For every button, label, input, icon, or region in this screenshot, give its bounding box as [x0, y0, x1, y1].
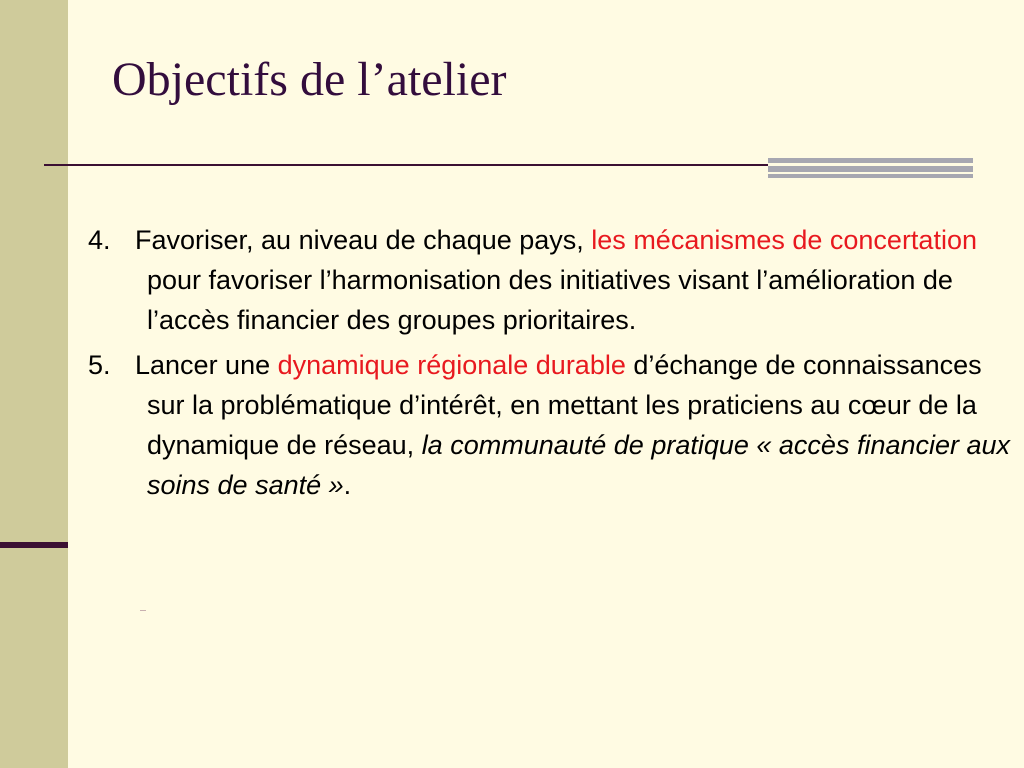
item-text: Lancer une [135, 350, 278, 380]
item-text: Favoriser, au niveau de chaque pays, [135, 225, 592, 255]
slide-content [88, 220, 1013, 510]
item-text: . [343, 470, 352, 500]
item-text: pour favoriser l’harmonisation des initiatives visant l’amélioration de l’accès financier des groupes prioritaires. [147, 265, 953, 335]
item-text: d’échange de connaissances sur la problématique d’intérêt, en mettant les praticiens au cœur de la dynamique de réseau, [147, 350, 982, 460]
item-number: 5. [88, 350, 111, 380]
list-item-4 [88, 220, 1013, 340]
list-item-5 [88, 345, 1013, 505]
stray-dash [140, 610, 146, 611]
side-bar [0, 0, 68, 768]
item-highlight: les mécanismes de concertation [591, 225, 977, 255]
title-rule-accent [768, 158, 973, 178]
item-number: 4. [88, 225, 111, 255]
item-italic: la communauté de pratique « accès financier aux soins de santé » [147, 430, 1011, 500]
item-highlight: dynamique régionale durable [277, 350, 626, 380]
slide-title: Objectifs de l’atelier [112, 53, 507, 106]
side-accent-line [0, 542, 68, 548]
